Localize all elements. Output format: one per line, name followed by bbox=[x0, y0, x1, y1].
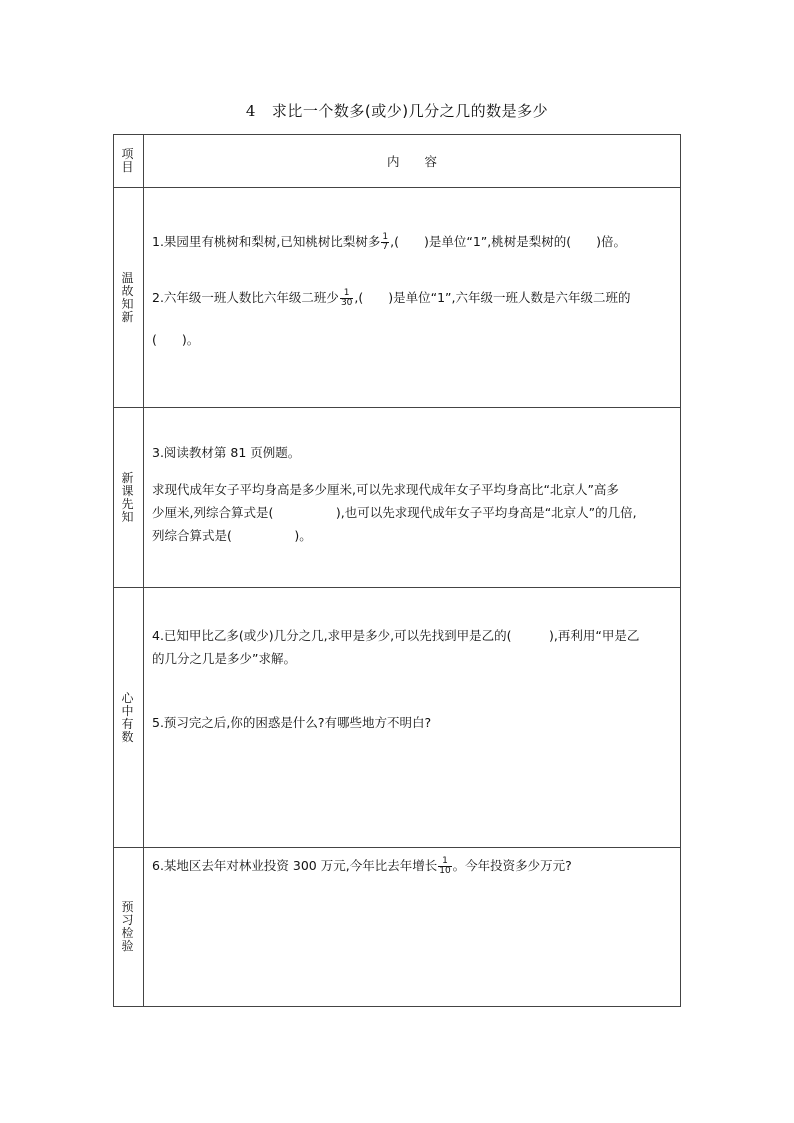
question-6 bbox=[152, 857, 674, 876]
question-5 bbox=[152, 714, 674, 732]
fraction-numerator: 1 bbox=[382, 232, 389, 242]
fraction bbox=[438, 857, 451, 876]
question-4 bbox=[152, 624, 674, 670]
fraction bbox=[340, 289, 353, 308]
question-text: 6.某地区去年对林业投资 300 万元,今年比去年增长 bbox=[152, 858, 438, 873]
fraction-numerator: 1 bbox=[438, 857, 451, 867]
fraction-denominator: 7 bbox=[382, 242, 389, 252]
section-label-cell bbox=[114, 408, 144, 588]
header-cell-item bbox=[114, 135, 144, 188]
section-row-review bbox=[114, 188, 681, 408]
section-label-cell bbox=[114, 588, 144, 848]
fraction bbox=[381, 233, 389, 252]
question-3 bbox=[152, 444, 674, 462]
section-row-reflection bbox=[114, 588, 681, 848]
question-text: ,( )是单位“1”,六年级一班人数是六年级二班的 bbox=[354, 290, 631, 305]
section-content bbox=[144, 188, 681, 408]
question-3-body bbox=[152, 478, 674, 547]
text-line: 求现代成年女子平均身高是多少厘米,可以先求现代成年女子平均身高比“北京人”高多 bbox=[152, 482, 619, 497]
question-1 bbox=[152, 233, 674, 252]
worksheet-table bbox=[113, 134, 681, 1007]
section-row-check bbox=[114, 848, 681, 1007]
lesson-title: 求比一个数多(或少)几分之几的数是多少 bbox=[271, 102, 549, 120]
section-label: 心中有数 bbox=[121, 690, 134, 744]
question-text: 2.六年级一班人数比六年级二班少 bbox=[152, 290, 339, 305]
section-label: 新课先知 bbox=[121, 470, 134, 524]
text-line: 列综合算式是( )。 bbox=[152, 528, 312, 543]
section-label: 温故知新 bbox=[121, 270, 134, 324]
page-title bbox=[0, 100, 794, 121]
section-label-cell bbox=[114, 848, 144, 1007]
header-cell-content bbox=[144, 135, 681, 188]
section-row-preview bbox=[114, 408, 681, 588]
question-2-continued bbox=[152, 331, 674, 349]
question-text: ( )。 bbox=[152, 332, 200, 347]
lesson-number: 4 bbox=[245, 102, 256, 120]
question-text: 。今年投资多少万元? bbox=[452, 858, 572, 873]
section-content bbox=[144, 848, 681, 1007]
question-text: ,( )是单位“1”,桃树是梨树的( )倍。 bbox=[390, 234, 626, 249]
text-line: 4.已知甲比乙多(或少)几分之几,求甲是多少,可以先找到甲是乙的( ),再利用“甲是乙 bbox=[152, 628, 640, 643]
section-label-cell bbox=[114, 188, 144, 408]
question-text: 5.预习完之后,你的困惑是什么?有哪些地方不明白? bbox=[152, 715, 432, 730]
fraction-denominator: 10 bbox=[439, 866, 451, 876]
header-content-label: 内 容 bbox=[386, 154, 437, 169]
question-2 bbox=[152, 289, 674, 308]
text-line: 少厘米,列综合算式是( ),也可以先求现代成年女子平均身高是“北京人”的几倍, bbox=[152, 505, 637, 520]
section-label: 预习检验 bbox=[121, 900, 134, 953]
fraction-numerator: 1 bbox=[340, 289, 353, 299]
section-content bbox=[144, 408, 681, 588]
fraction-denominator: 30 bbox=[340, 298, 353, 308]
section-content bbox=[144, 588, 681, 848]
question-text: 3.阅读教材第 81 页例题。 bbox=[152, 445, 301, 460]
text-line: 的几分之几是多少”求解。 bbox=[152, 651, 296, 666]
header-item-label: 项目 bbox=[121, 147, 134, 174]
question-text: 1.果园里有桃树和梨树,已知桃树比梨树多 bbox=[152, 234, 381, 249]
table-header-row bbox=[114, 135, 681, 188]
